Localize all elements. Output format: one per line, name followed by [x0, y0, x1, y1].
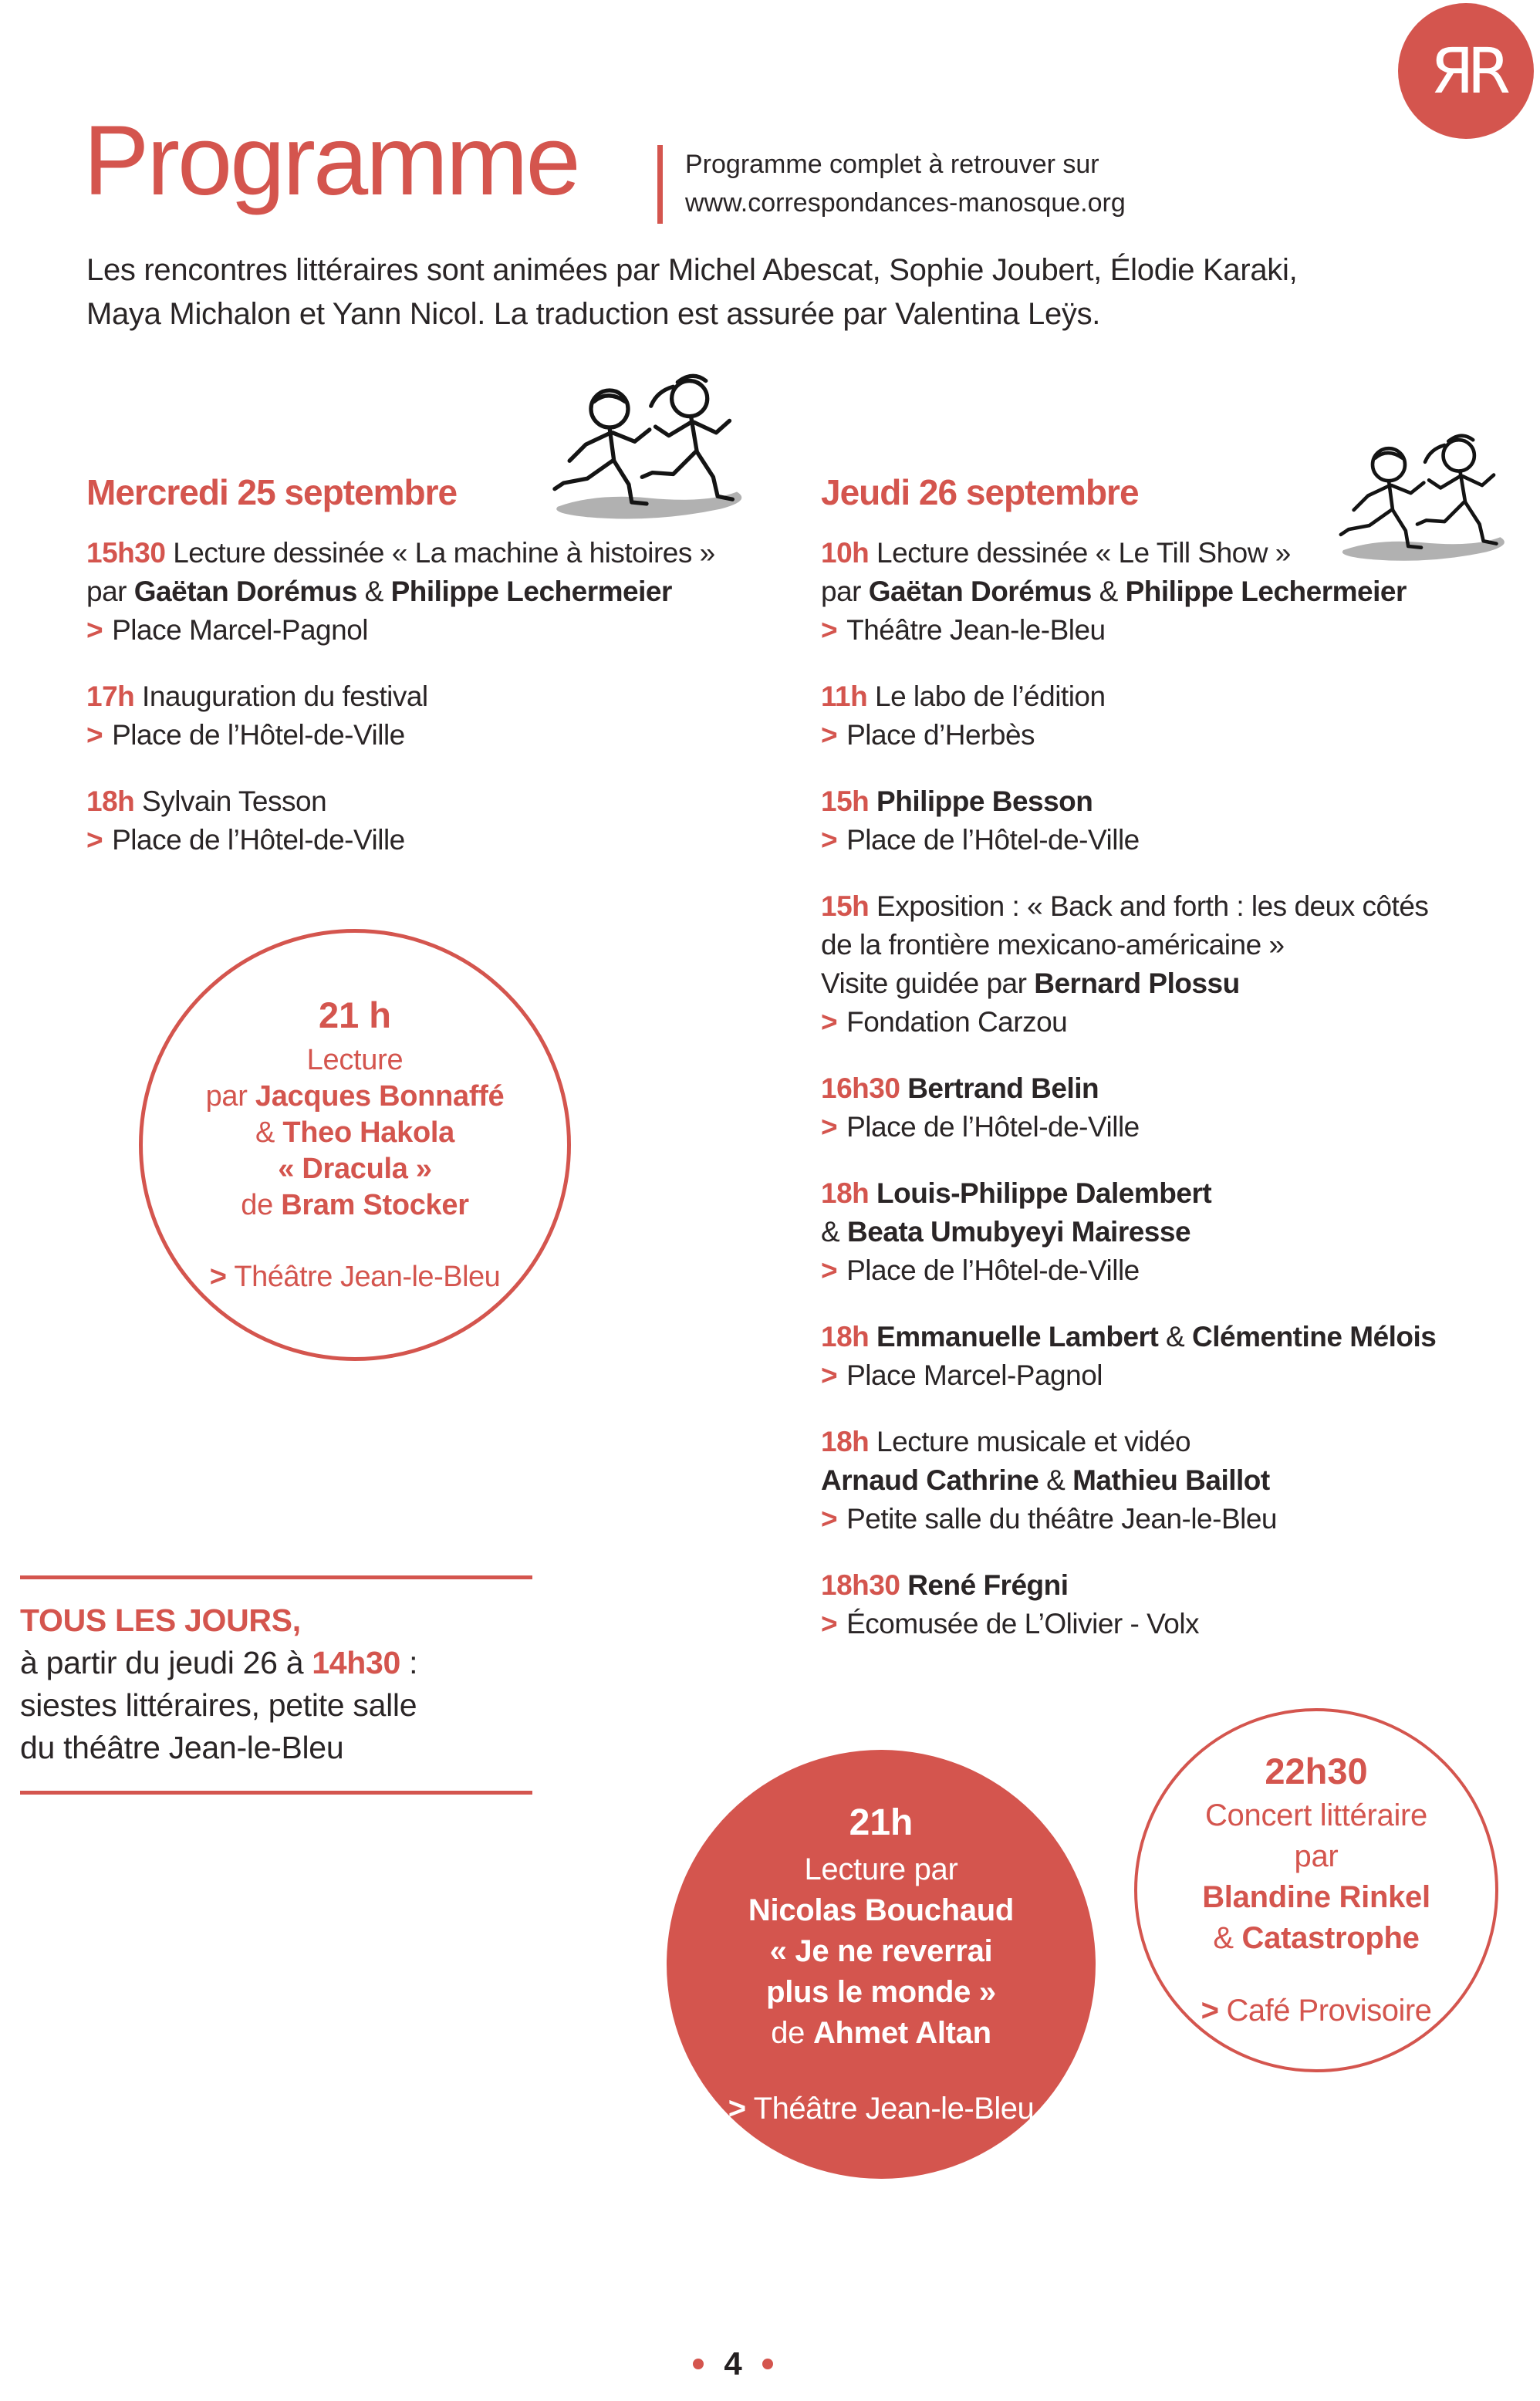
event	[86, 677, 816, 755]
logo-monogram: ЯR	[1430, 35, 1505, 109]
text-line	[86, 782, 816, 821]
text-line	[748, 1890, 1014, 1931]
text-segment: par	[86, 576, 134, 607]
text-segment: &	[1213, 1921, 1242, 1955]
text-segment: Nicolas Bouchaud	[748, 1893, 1015, 1927]
page-number: 4	[724, 2345, 742, 2382]
text-segment: Philippe Lechermeier	[1125, 576, 1407, 607]
daily-note-text	[20, 1599, 532, 1769]
event-time: 15h	[821, 785, 877, 817]
text-line	[1295, 1836, 1339, 1877]
text-segment: du théâtre Jean-le-Bleu	[20, 1730, 344, 1765]
text-segment: Inauguration du festival	[142, 680, 428, 712]
footer-dot-icon	[762, 2359, 773, 2369]
text-line	[241, 1187, 468, 1224]
location-name: Théâtre Jean-le-Bleu	[234, 1260, 501, 1293]
text-line	[821, 1174, 1540, 1213]
text-line	[821, 1069, 1540, 1108]
event-location	[86, 821, 816, 859]
arrow-icon: >	[821, 1111, 838, 1143]
text-segment: siestes littéraires, petite salle	[20, 1687, 417, 1723]
arrow-icon: >	[821, 1255, 838, 1286]
arrow-icon: >	[821, 1006, 838, 1038]
event	[821, 534, 1540, 650]
event-location	[821, 716, 1540, 755]
event-location	[821, 611, 1540, 650]
event-location	[821, 821, 1540, 859]
location-name: Place Marcel-Pagnol	[846, 1359, 1103, 1391]
event-circle-bouchaud	[667, 1750, 1096, 2179]
arrow-icon: >	[821, 1503, 838, 1535]
text-line	[766, 1972, 996, 2013]
text-segment: « Dracula »	[278, 1152, 432, 1185]
location-name: Théâtre Jean-le-Bleu	[846, 614, 1106, 646]
text-line	[771, 2013, 991, 2054]
event-time: 18h30	[821, 1569, 908, 1601]
text-segment: Concert littéraire	[1204, 1798, 1428, 1832]
text-line	[821, 1461, 1540, 1500]
text-line	[821, 887, 1540, 926]
text-segment: Visite guidée par	[821, 967, 1035, 999]
rule-divider	[20, 1791, 532, 1795]
location-name: Place Marcel-Pagnol	[112, 614, 368, 646]
location-name: Place de l’Hôtel-de-Ville	[846, 1255, 1140, 1286]
intro-paragraph	[86, 248, 1297, 336]
website-url: www.correspondances-manosque.org	[685, 188, 1126, 218]
circle-event-time: 21 h	[318, 994, 392, 1035]
day-heading-wednesday: Mercredi 25 septembre	[86, 472, 458, 512]
location-name: Place de l’Hôtel-de-Ville	[112, 824, 405, 856]
text-segment: Lecture musicale et vidéo	[876, 1426, 1191, 1457]
event-location	[821, 1003, 1540, 1042]
event	[821, 1423, 1540, 1538]
event-location	[821, 1251, 1540, 1290]
text-segment: &	[255, 1116, 283, 1149]
festival-logo-icon	[1398, 3, 1534, 139]
text-segment: Lecture dessinée « La machine à histoires »	[173, 537, 715, 569]
event-time: 15h	[821, 890, 877, 922]
text-segment: Ahmet Altan	[812, 2015, 991, 2050]
text-segment: Clémentine Mélois	[1192, 1321, 1437, 1352]
text-segment: Lecture par	[804, 1852, 958, 1886]
event-location	[821, 1605, 1540, 1643]
text-segment: à partir du jeudi 26 à	[20, 1645, 312, 1680]
text-segment: Exposition : « Back and forth : les deux côtés	[876, 890, 1429, 922]
event-location	[86, 611, 816, 650]
event-time: 18h	[821, 1426, 877, 1457]
rule-divider	[20, 1575, 532, 1579]
header-divider	[657, 145, 663, 224]
text-line	[20, 1642, 532, 1684]
location-name: Place de l’Hôtel-de-Ville	[112, 719, 405, 751]
text-line	[255, 1115, 454, 1151]
arrow-icon: >	[728, 2091, 746, 2126]
text-segment: &	[821, 1216, 847, 1248]
event-time: 18h	[86, 785, 143, 817]
event	[821, 1069, 1540, 1146]
event	[821, 1566, 1540, 1643]
arrow-icon: >	[821, 1359, 838, 1391]
event-time: 10h	[821, 537, 877, 569]
text-line	[20, 1727, 532, 1769]
footer-dot-icon	[693, 2359, 704, 2369]
text-line	[821, 534, 1540, 572]
text-line	[20, 1599, 532, 1642]
text-line	[86, 572, 816, 611]
text-line	[206, 1079, 505, 1115]
arrow-icon: >	[821, 614, 838, 646]
header-info-line: Programme complet à retrouver sur	[685, 150, 1099, 179]
text-line	[821, 1423, 1540, 1461]
event-time: 18h	[821, 1177, 877, 1209]
column-wednesday	[86, 472, 816, 887]
text-segment: « Je ne reverrai	[769, 1933, 993, 1968]
text-line	[86, 677, 816, 716]
text-segment: Emmanuelle Lambert	[876, 1321, 1159, 1352]
text-line	[1202, 1877, 1430, 1918]
location-name: Café Provisoire	[1226, 1994, 1432, 2028]
text-segment: Philippe Besson	[876, 785, 1093, 817]
text-line	[821, 1318, 1540, 1356]
event	[821, 1174, 1540, 1290]
text-line	[770, 1931, 993, 1972]
text-segment: Arnaud Cathrine	[821, 1464, 1039, 1496]
arrow-icon: >	[86, 614, 103, 646]
text-segment: Jacques Bonnaffé	[255, 1079, 505, 1113]
event-location	[728, 2089, 1034, 2128]
location-name: Théâtre Jean-le-Bleu	[753, 2091, 1035, 2126]
event	[821, 887, 1540, 1042]
header-info	[685, 145, 1126, 222]
text-line	[86, 534, 816, 572]
text-segment: &	[1091, 576, 1126, 607]
text-segment: par	[1294, 1839, 1339, 1873]
text-segment: Bram Stocker	[281, 1188, 469, 1221]
text-line	[1213, 1918, 1419, 1959]
event-location	[86, 716, 816, 755]
text-segment: Gaëtan Dorémus	[133, 576, 357, 607]
text-line	[821, 782, 1540, 821]
location-name: Petite salle du théâtre Jean-le-Bleu	[846, 1503, 1278, 1535]
event	[821, 1318, 1540, 1395]
event-time: 17h	[86, 680, 143, 712]
text-segment: de	[771, 2015, 813, 2050]
text-segment: :	[400, 1645, 418, 1680]
text-line	[278, 1151, 431, 1187]
text-segment: Theo Hakola	[282, 1116, 454, 1149]
text-line	[821, 926, 1540, 964]
circle-event-time: 21h	[849, 1802, 914, 1843]
events-thursday	[821, 534, 1540, 1643]
text-segment: Philippe Lechermeier	[390, 576, 672, 607]
arrow-icon: >	[86, 719, 103, 751]
text-segment: Bernard Plossu	[1034, 967, 1240, 999]
text-segment: Bertrand Belin	[907, 1072, 1099, 1104]
text-line	[821, 964, 1540, 1003]
event-time: 16h30	[821, 1072, 908, 1104]
event	[86, 782, 816, 859]
intro-line: Maya Michalon et Yann Nicol. La traduction est assurée par Valentina Leÿs.	[86, 297, 1101, 331]
location-name: Place d’Herbès	[846, 719, 1035, 751]
event-location	[210, 1258, 501, 1296]
location-name: Place de l’Hôtel-de-Ville	[846, 824, 1140, 856]
text-line	[821, 1566, 1540, 1605]
text-segment: Blandine Rinkel	[1202, 1880, 1430, 1914]
text-line	[821, 572, 1540, 611]
text-segment: par	[821, 576, 869, 607]
arrow-icon: >	[821, 1608, 838, 1640]
event-location	[821, 1108, 1540, 1146]
text-segment: Mathieu Baillot	[1072, 1464, 1270, 1496]
daily-note	[20, 1575, 532, 1795]
arrow-icon: >	[821, 824, 838, 856]
event-location	[821, 1356, 1540, 1395]
event-time: 15h30	[86, 537, 174, 569]
circle-event-time: 22h30	[1265, 1751, 1368, 1791]
arrow-icon: >	[209, 1260, 227, 1293]
column-thursday	[821, 472, 1540, 1671]
text-line	[20, 1684, 532, 1727]
event	[821, 677, 1540, 755]
event-location	[821, 1500, 1540, 1538]
text-line	[804, 1849, 957, 1890]
arrow-icon: >	[821, 719, 838, 751]
text-segment: de	[241, 1188, 282, 1221]
event-location	[1201, 1991, 1432, 2030]
text-segment: René Frégni	[907, 1569, 1069, 1601]
text-segment: Catastrophe	[1241, 1921, 1420, 1955]
text-segment: TOUS LES JOURS,	[20, 1602, 301, 1638]
text-segment: par	[205, 1079, 255, 1113]
text-line	[1205, 1795, 1427, 1836]
text-segment: Beata Umubyeyi Mairesse	[846, 1216, 1191, 1248]
text-line	[307, 1042, 404, 1079]
text-segment: plus le monde »	[766, 1974, 996, 2009]
text-segment: Lecture	[306, 1043, 404, 1076]
intro-line: Les rencontres littéraires sont animées par Michel Abescat, Sophie Joubert, Élodie Karaki,	[86, 253, 1298, 287]
page-title: Programme	[83, 106, 579, 216]
location-name: Écomusée de L’Olivier - Volx	[846, 1608, 1200, 1640]
text-segment: Le labo de l’édition	[875, 680, 1106, 712]
text-segment: Gaëtan Dorémus	[868, 576, 1092, 607]
event-time: 11h	[821, 680, 875, 712]
text-line	[821, 677, 1540, 716]
text-segment: Sylvain Tesson	[142, 785, 327, 817]
text-line	[821, 1213, 1540, 1251]
arrow-icon: >	[1201, 1994, 1219, 2028]
event-circle-rinkel	[1134, 1708, 1498, 2072]
event-circle-dracula	[139, 929, 571, 1361]
arrow-icon: >	[86, 824, 103, 856]
text-segment: de la frontière mexicano-américaine »	[821, 929, 1285, 961]
events-wednesday	[86, 534, 816, 859]
day-heading-thursday: Jeudi 26 septembre	[821, 472, 1139, 512]
text-segment: &	[356, 576, 391, 607]
text-segment: Louis-Philippe Dalembert	[876, 1177, 1212, 1209]
text-segment: &	[1158, 1321, 1193, 1352]
location-name: Fondation Carzou	[846, 1006, 1068, 1038]
event	[821, 782, 1540, 859]
event-time: 18h	[821, 1321, 877, 1352]
text-segment: 14h30	[312, 1645, 401, 1680]
page-footer	[0, 2345, 1466, 2382]
location-name: Place de l’Hôtel-de-Ville	[846, 1111, 1140, 1143]
event	[86, 534, 816, 650]
text-segment: Lecture dessinée « Le Till Show »	[876, 537, 1291, 569]
text-segment: &	[1038, 1464, 1073, 1496]
